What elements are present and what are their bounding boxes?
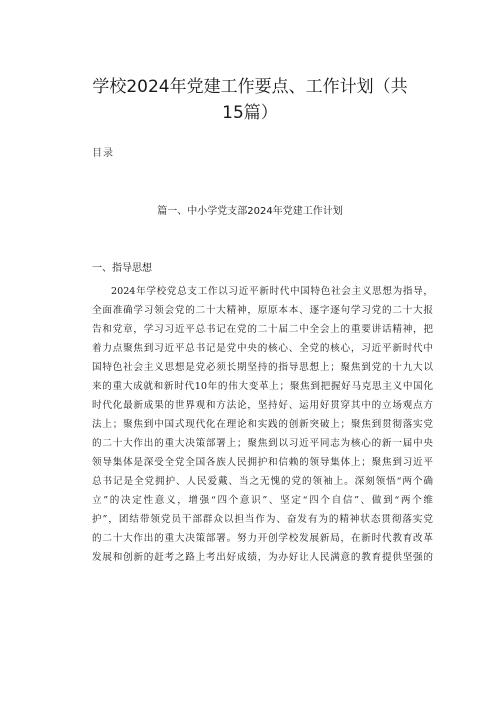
- paragraph-line: 法上；聚焦到中国式现代化在理论和实践的创新突破上；聚焦到贯彻落实党: [92, 419, 433, 430]
- paragraph-line: 国特色社会主义思想是党必须长期坚持的指导思想上；聚焦到党的十九大以: [92, 362, 433, 373]
- article-title: 篇一、中小学党支部2024年党建工作计划: [157, 206, 343, 217]
- paragraph-line: 着力点聚焦到习近平总书记是党中央的核心、全党的核心，习近平新时代中: [92, 343, 433, 354]
- paragraph-line: 告和党章，学习习近平总书记在党的二十届二中全会上的重要讲话精神，把: [92, 324, 433, 335]
- paragraph-line: 全面准确学习领会党的二十大精神，原原本本、逐字逐句学习党的二十大报: [92, 305, 433, 316]
- paragraph-line: 时代化最新成果的世界观和方法论，坚持好、运用好贯穿其中的立场观点方: [92, 400, 433, 411]
- document-title-line-2: 15篇）: [222, 103, 278, 123]
- paragraph-line: 发展和创新的赶考之路上考出好成绩，为办好让人民满意的教育提供坚强的: [92, 552, 433, 563]
- paragraph-line: 总书记是全党拥护、人民爱戴、当之无愧的党的领袖上。深刻领悟“两个确: [92, 476, 433, 487]
- paragraph-line: 的二十大作出的重大决策部署上；聚焦到以习近平同志为核心的新一届中央: [92, 438, 433, 449]
- document-title: [60, 74, 440, 126]
- body-paragraph: [92, 282, 433, 567]
- paragraph-line: 护”，团结带领党员干部群众以担当作为、奋发有为的精神状态贯彻落实党: [92, 514, 433, 525]
- document-title-line-1: 学校2024年党建工作要点、工作计划（共: [92, 77, 408, 97]
- paragraph-line: 立”的决定性意义，增强“四个意识”、坚定“四个自信”、做到“两个维: [92, 495, 433, 506]
- section-heading: 一、指导思想: [92, 263, 152, 274]
- paragraph-line: 领导集体是深受全党全国各族人民拥护和信赖的领导集体上；聚焦到习近平: [92, 457, 433, 468]
- table-of-contents-label: 目录: [92, 148, 114, 159]
- paragraph-line: 的二十大作出的重大决策部署。努力开创学校发展新局，在新时代教育改革: [92, 533, 433, 544]
- paragraph-line: 2024年学校党总支工作以习近平新时代中国特色社会主义思想为指导，: [111, 286, 433, 297]
- paragraph-line: 来的重大成就和新时代10年的伟大变革上；聚焦到把握好马克思主义中国化: [92, 381, 433, 392]
